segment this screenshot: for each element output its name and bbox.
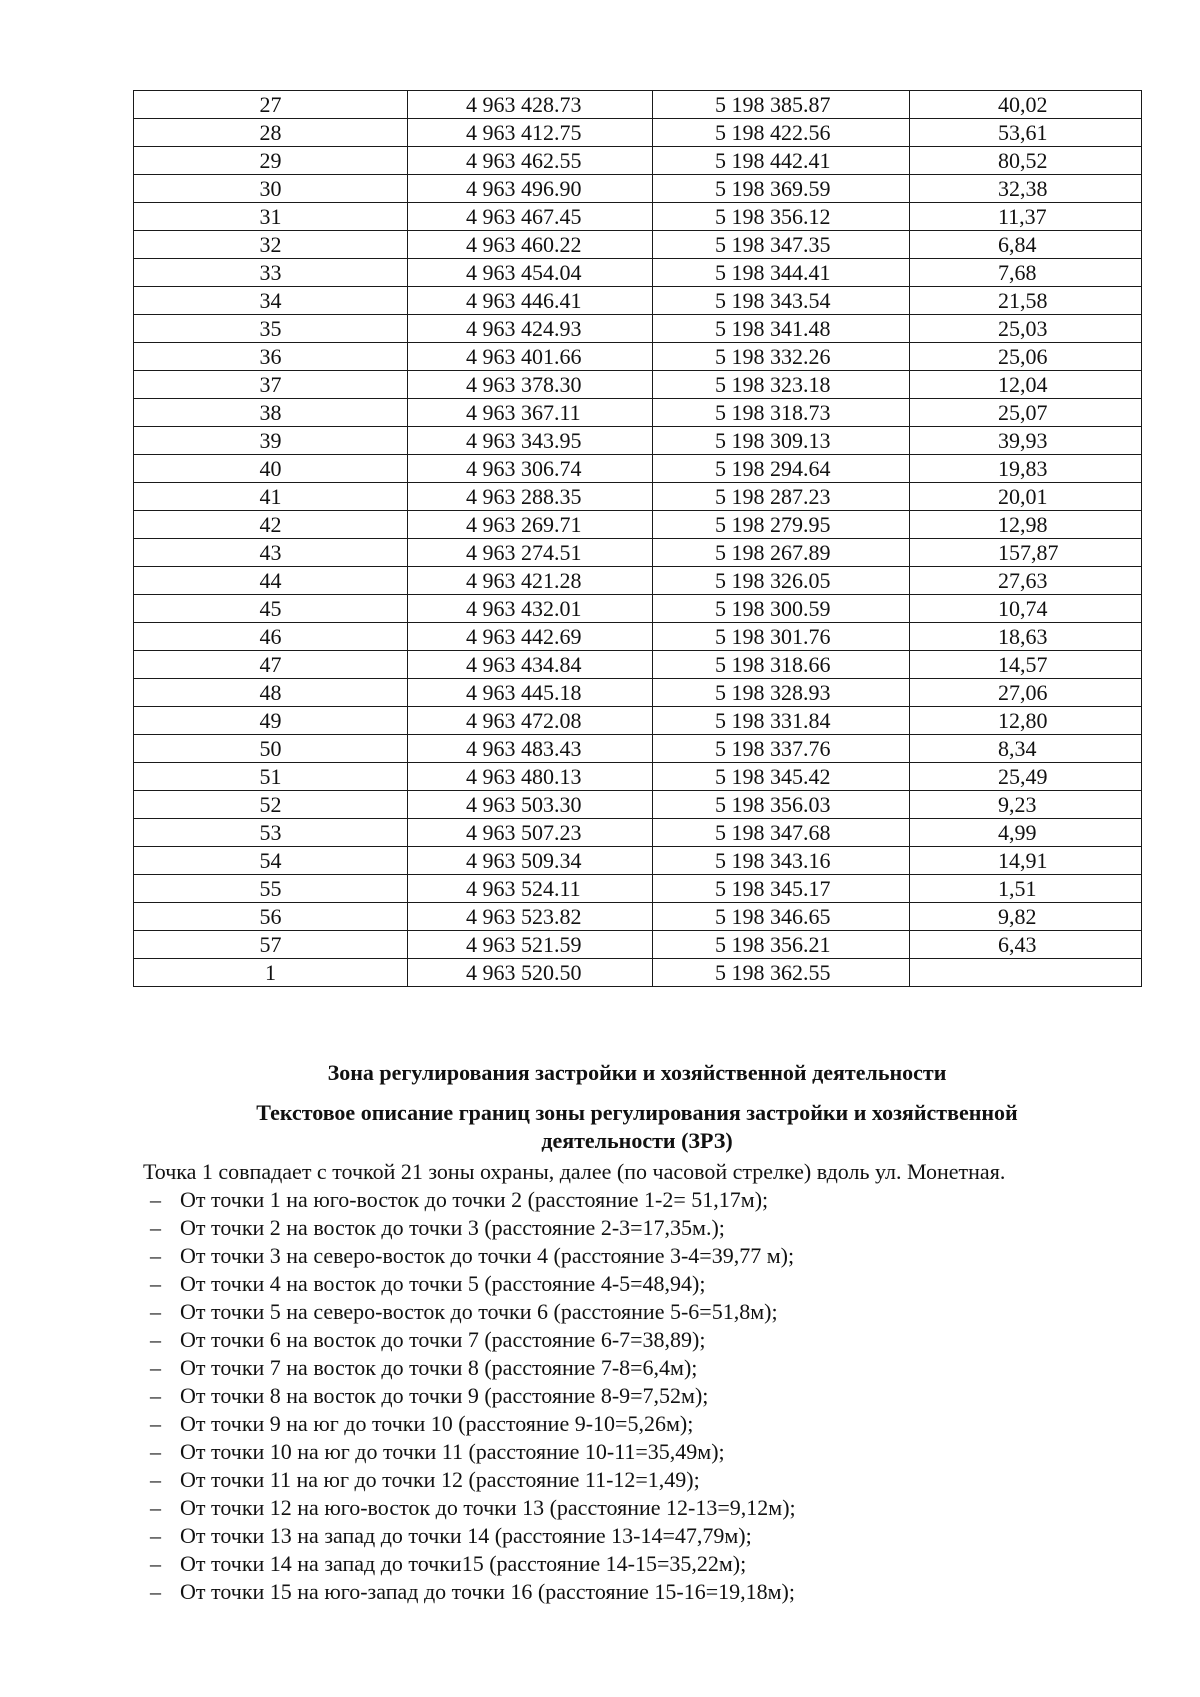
point-number-cell: 54: [134, 847, 408, 875]
point-number-cell: 51: [134, 763, 408, 791]
y-coordinate-cell: 5 198 346.65: [653, 903, 910, 931]
y-coordinate-cell: 5 198 323.18: [653, 371, 910, 399]
point-number-cell: 27: [134, 91, 408, 119]
y-coordinate-cell: 5 198 318.73: [653, 399, 910, 427]
distance-cell: 39,93: [910, 427, 1142, 455]
table-row: [134, 651, 1142, 679]
point-number-cell: 33: [134, 259, 408, 287]
y-coordinate-cell: 5 198 347.68: [653, 819, 910, 847]
section-subtitle: [160, 1099, 1114, 1155]
point-number-cell: 1: [134, 959, 408, 987]
distance-cell: 9,23: [910, 791, 1142, 819]
distance-cell: 40,02: [910, 91, 1142, 119]
list-item-text: От точки 9 на юг до точки 10 (расстояние 9-10=5,26м);: [180, 1411, 694, 1436]
list-item: [150, 1382, 796, 1410]
y-coordinate-cell: 5 198 362.55: [653, 959, 910, 987]
y-coordinate-cell: 5 198 345.42: [653, 763, 910, 791]
table-row: [134, 595, 1142, 623]
y-coordinate-cell: 5 198 347.35: [653, 231, 910, 259]
point-number-cell: 36: [134, 343, 408, 371]
x-coordinate-cell: 4 963 503.30: [408, 791, 653, 819]
distance-cell: 20,01: [910, 483, 1142, 511]
y-coordinate-cell: 5 198 287.23: [653, 483, 910, 511]
y-coordinate-cell: 5 198 442.41: [653, 147, 910, 175]
x-coordinate-cell: 4 963 480.13: [408, 763, 653, 791]
list-item: [150, 1410, 796, 1438]
table-row: [134, 203, 1142, 231]
distance-cell: 25,49: [910, 763, 1142, 791]
table-row: [134, 791, 1142, 819]
table-row: [134, 763, 1142, 791]
y-coordinate-cell: 5 198 309.13: [653, 427, 910, 455]
y-coordinate-cell: 5 198 356.03: [653, 791, 910, 819]
x-coordinate-cell: 4 963 472.08: [408, 707, 653, 735]
y-coordinate-cell: 5 198 422.56: [653, 119, 910, 147]
table-row: [134, 175, 1142, 203]
x-coordinate-cell: 4 963 483.43: [408, 735, 653, 763]
table-row: [134, 819, 1142, 847]
point-number-cell: 52: [134, 791, 408, 819]
list-bullet: –: [150, 1579, 161, 1604]
x-coordinate-cell: 4 963 401.66: [408, 343, 653, 371]
y-coordinate-cell: 5 198 326.05: [653, 567, 910, 595]
list-bullet: –: [150, 1271, 161, 1296]
point-number-cell: 32: [134, 231, 408, 259]
distance-cell: 27,06: [910, 679, 1142, 707]
y-coordinate-cell: 5 198 337.76: [653, 735, 910, 763]
x-coordinate-cell: 4 963 269.71: [408, 511, 653, 539]
table-row: [134, 343, 1142, 371]
x-coordinate-cell: 4 963 523.82: [408, 903, 653, 931]
x-coordinate-cell: 4 963 306.74: [408, 455, 653, 483]
point-number-cell: 49: [134, 707, 408, 735]
table-row: [134, 539, 1142, 567]
x-coordinate-cell: 4 963 432.01: [408, 595, 653, 623]
list-bullet: –: [150, 1467, 161, 1492]
x-coordinate-cell: 4 963 521.59: [408, 931, 653, 959]
distance-cell: 12,04: [910, 371, 1142, 399]
list-item-text: От точки 12 на юго-восток до точки 13 (расстояние 12-13=9,12м);: [180, 1495, 796, 1520]
point-number-cell: 56: [134, 903, 408, 931]
list-bullet: –: [150, 1551, 161, 1576]
x-coordinate-cell: 4 963 524.11: [408, 875, 653, 903]
distance-cell: 12,98: [910, 511, 1142, 539]
list-item: [150, 1550, 796, 1578]
table-row: [134, 847, 1142, 875]
list-bullet: –: [150, 1243, 161, 1268]
x-coordinate-cell: 4 963 507.23: [408, 819, 653, 847]
section-title: Зона регулирования застройки и хозяйственной деятельности: [327, 1060, 947, 1085]
x-coordinate-cell: 4 963 462.55: [408, 147, 653, 175]
list-bullet: –: [150, 1383, 161, 1408]
y-coordinate-cell: 5 198 267.89: [653, 539, 910, 567]
point-number-cell: 29: [134, 147, 408, 175]
table-row: [134, 119, 1142, 147]
list-item: [150, 1270, 796, 1298]
point-number-cell: 43: [134, 539, 408, 567]
table-row: [134, 371, 1142, 399]
x-coordinate-cell: 4 963 454.04: [408, 259, 653, 287]
x-coordinate-cell: 4 963 274.51: [408, 539, 653, 567]
list-item-text: От точки 8 на восток до точки 9 (расстояние 8-9=7,52м);: [180, 1383, 709, 1408]
point-number-cell: 31: [134, 203, 408, 231]
x-coordinate-cell: 4 963 378.30: [408, 371, 653, 399]
list-item-text: От точки 10 на юг до точки 11 (расстояние 10-11=35,49м);: [180, 1439, 725, 1464]
distance-cell: 4,99: [910, 819, 1142, 847]
list-bullet: –: [150, 1411, 161, 1436]
list-item-text: От точки 6 на восток до точки 7 (расстояние 6-7=38,89);: [180, 1327, 706, 1352]
x-coordinate-cell: 4 963 496.90: [408, 175, 653, 203]
table-row: [134, 959, 1142, 987]
y-coordinate-cell: 5 198 385.87: [653, 91, 910, 119]
x-coordinate-cell: 4 963 445.18: [408, 679, 653, 707]
distance-cell: 80,52: [910, 147, 1142, 175]
y-coordinate-cell: 5 198 279.95: [653, 511, 910, 539]
y-coordinate-cell: 5 198 332.26: [653, 343, 910, 371]
list-item: [150, 1438, 796, 1466]
table-row: [134, 231, 1142, 259]
point-number-cell: 53: [134, 819, 408, 847]
distance-cell: 6,84: [910, 231, 1142, 259]
list-item-text: От точки 2 на восток до точки 3 (расстояние 2-3=17,35м.);: [180, 1215, 725, 1240]
point-number-cell: 57: [134, 931, 408, 959]
list-bullet: –: [150, 1215, 161, 1240]
distance-cell: 19,83: [910, 455, 1142, 483]
table-row: [134, 511, 1142, 539]
x-coordinate-cell: 4 963 367.11: [408, 399, 653, 427]
list-item-text: От точки 13 на запад до точки 14 (расстояние 13-14=47,79м);: [180, 1523, 752, 1548]
distance-cell: 53,61: [910, 119, 1142, 147]
y-coordinate-cell: 5 198 341.48: [653, 315, 910, 343]
table-row: [134, 707, 1142, 735]
list-item: [150, 1494, 796, 1522]
distance-cell: 157,87: [910, 539, 1142, 567]
point-number-cell: 44: [134, 567, 408, 595]
y-coordinate-cell: 5 198 369.59: [653, 175, 910, 203]
list-item: [150, 1326, 796, 1354]
section-subtitle-line-1: Текстовое описание границ зоны регулирования застройки и хозяйственной: [256, 1100, 1018, 1125]
list-item: [150, 1522, 796, 1550]
distance-cell: 25,06: [910, 343, 1142, 371]
point-number-cell: 50: [134, 735, 408, 763]
table-row: [134, 623, 1142, 651]
distance-cell: 11,37: [910, 203, 1142, 231]
y-coordinate-cell: 5 198 345.17: [653, 875, 910, 903]
list-bullet: –: [150, 1187, 161, 1212]
point-number-cell: 45: [134, 595, 408, 623]
point-number-cell: 28: [134, 119, 408, 147]
distance-cell: 18,63: [910, 623, 1142, 651]
list-item-text: От точки 3 на северо-восток до точки 4 (расстояние 3-4=39,77 м);: [180, 1243, 795, 1268]
table-row: [134, 287, 1142, 315]
list-item: [150, 1578, 796, 1606]
distance-cell: 25,03: [910, 315, 1142, 343]
list-item: [150, 1186, 796, 1214]
table-row: [134, 679, 1142, 707]
x-coordinate-cell: 4 963 520.50: [408, 959, 653, 987]
list-item-text: От точки 14 на запад до точки15 (расстояние 14-15=35,22м);: [180, 1551, 747, 1576]
list-bullet: –: [150, 1495, 161, 1520]
list-item: [150, 1354, 796, 1382]
point-number-cell: 38: [134, 399, 408, 427]
distance-cell: 25,07: [910, 399, 1142, 427]
point-number-cell: 48: [134, 679, 408, 707]
table-row: [134, 875, 1142, 903]
point-number-cell: 34: [134, 287, 408, 315]
x-coordinate-cell: 4 963 467.45: [408, 203, 653, 231]
x-coordinate-cell: 4 963 446.41: [408, 287, 653, 315]
x-coordinate-cell: 4 963 421.28: [408, 567, 653, 595]
table-row: [134, 483, 1142, 511]
point-number-cell: 35: [134, 315, 408, 343]
table-row: [134, 903, 1142, 931]
x-coordinate-cell: 4 963 412.75: [408, 119, 653, 147]
y-coordinate-cell: 5 198 300.59: [653, 595, 910, 623]
boundary-steps-list: [150, 1186, 796, 1606]
list-item-text: От точки 1 на юго-восток до точки 2 (расстояние 1-2= 51,17м);: [180, 1187, 769, 1212]
x-coordinate-cell: 4 963 434.84: [408, 651, 653, 679]
y-coordinate-cell: 5 198 318.66: [653, 651, 910, 679]
y-coordinate-cell: 5 198 294.64: [653, 455, 910, 483]
list-item-text: От точки 7 на восток до точки 8 (расстояние 7-8=6,4м);: [180, 1355, 698, 1380]
list-item-text: От точки 4 на восток до точки 5 (расстояние 4-5=48,94);: [180, 1271, 706, 1296]
x-coordinate-cell: 4 963 460.22: [408, 231, 653, 259]
list-item-text: От точки 11 на юг до точки 12 (расстояние 11-12=1,49);: [180, 1467, 700, 1492]
table-row: [134, 91, 1142, 119]
table-row: [134, 427, 1142, 455]
point-number-cell: 55: [134, 875, 408, 903]
x-coordinate-cell: 4 963 428.73: [408, 91, 653, 119]
point-number-cell: 41: [134, 483, 408, 511]
table-row: [134, 567, 1142, 595]
distance-cell: 10,74: [910, 595, 1142, 623]
table-row: [134, 735, 1142, 763]
list-bullet: –: [150, 1355, 161, 1380]
table-row: [134, 315, 1142, 343]
distance-cell: 1,51: [910, 875, 1142, 903]
coordinates-table: [133, 90, 1142, 987]
table-row: [134, 399, 1142, 427]
distance-cell: 9,82: [910, 903, 1142, 931]
list-bullet: –: [150, 1523, 161, 1548]
list-item: [150, 1214, 796, 1242]
point-number-cell: 47: [134, 651, 408, 679]
table-row: [134, 931, 1142, 959]
table-row: [134, 147, 1142, 175]
distance-cell: 6,43: [910, 931, 1142, 959]
list-bullet: –: [150, 1299, 161, 1324]
y-coordinate-cell: 5 198 328.93: [653, 679, 910, 707]
section-subtitle-line-2: деятельности (ЗРЗ): [541, 1128, 733, 1153]
point-number-cell: 39: [134, 427, 408, 455]
list-item: [150, 1466, 796, 1494]
point-number-cell: 46: [134, 623, 408, 651]
x-coordinate-cell: 4 963 509.34: [408, 847, 653, 875]
x-coordinate-cell: 4 963 442.69: [408, 623, 653, 651]
y-coordinate-cell: 5 198 344.41: [653, 259, 910, 287]
distance-cell: 27,63: [910, 567, 1142, 595]
point-number-cell: 42: [134, 511, 408, 539]
list-item-text: От точки 5 на северо-восток до точки 6 (расстояние 5-6=51,8м);: [180, 1299, 778, 1324]
list-item: [150, 1242, 796, 1270]
table-row: [134, 259, 1142, 287]
y-coordinate-cell: 5 198 356.12: [653, 203, 910, 231]
y-coordinate-cell: 5 198 301.76: [653, 623, 910, 651]
y-coordinate-cell: 5 198 343.16: [653, 847, 910, 875]
distance-cell: 32,38: [910, 175, 1142, 203]
point-number-cell: 40: [134, 455, 408, 483]
distance-cell: 21,58: [910, 287, 1142, 315]
x-coordinate-cell: 4 963 424.93: [408, 315, 653, 343]
distance-cell: 8,34: [910, 735, 1142, 763]
list-bullet: –: [150, 1327, 161, 1352]
coordinates-table-body: [134, 91, 1142, 987]
table-row: [134, 455, 1142, 483]
y-coordinate-cell: 5 198 356.21: [653, 931, 910, 959]
point-number-cell: 37: [134, 371, 408, 399]
x-coordinate-cell: 4 963 343.95: [408, 427, 653, 455]
distance-cell: 14,91: [910, 847, 1142, 875]
list-item: [150, 1298, 796, 1326]
distance-cell: [910, 959, 1142, 987]
distance-cell: 14,57: [910, 651, 1142, 679]
distance-cell: 12,80: [910, 707, 1142, 735]
list-item-text: От точки 15 на юго-запад до точки 16 (расстояние 15-16=19,18м);: [180, 1579, 795, 1604]
y-coordinate-cell: 5 198 331.84: [653, 707, 910, 735]
y-coordinate-cell: 5 198 343.54: [653, 287, 910, 315]
distance-cell: 7,68: [910, 259, 1142, 287]
intro-paragraph: Точка 1 совпадает с точкой 21 зоны охраны, далее (по часовой стрелке) вдоль ул. Монетная.: [143, 1159, 1006, 1184]
list-bullet: –: [150, 1439, 161, 1464]
point-number-cell: 30: [134, 175, 408, 203]
x-coordinate-cell: 4 963 288.35: [408, 483, 653, 511]
